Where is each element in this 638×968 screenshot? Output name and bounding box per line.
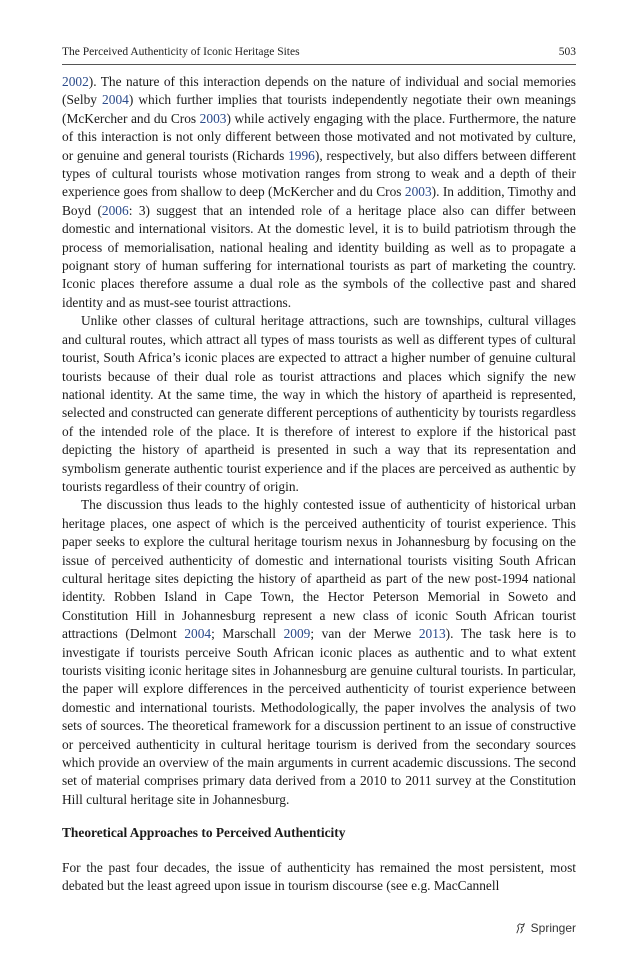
- body-paragraph: [62, 496, 576, 809]
- body-text: [62, 73, 576, 809]
- page-number: 503: [558, 46, 576, 58]
- text-run: ). The nature of this interaction depends on the nature of individual and social memories (Selby: [62, 74, 576, 108]
- text-run: ). In addition, Timothy and Boyd (: [62, 184, 577, 218]
- body-paragraph: [62, 312, 576, 496]
- citation-link[interactable]: 2006: [101, 202, 129, 218]
- text-run: : 3) suggest that an intended role of a heritage place also can differ between domestic and international visitors. At the domestic level, it is to build patriotism through the process of memorialisation, national healing and identity building as well as to propagate a poignant story of human suffering for international tourists as part of marketing the country. Iconic places therefore assume a dual role as the symbols of the collective past and shared identity and as must-see tourist attractions.: [62, 202, 576, 310]
- text-run: ). The task here is to investigate if tourists perceive South African iconic places as authentic and to what extent tourists visiting iconic heritage sites in Johannesburg are genuine cultural tourists. In particular, the paper will explore differences in the perceived authenticity of tourist experience between domestic and international tourists. Methodologically, the paper involves the analysis of two sets of sources. The theoretical framework for a discussion pertinent to an issue of constructive or perceived authenticity in cultural heritage tourism is derived from the secondary sources which provide an overview of the main arguments in current academic discussions. The second set of material comprises primary data derived from a 2010 to 2011 survey at the Constitution Hill cultural heritage site in Johannesburg.: [62, 626, 577, 807]
- citation-link[interactable]: 2003: [404, 184, 432, 200]
- citation-link[interactable]: 2004: [184, 626, 212, 642]
- publisher-name: Springer: [530, 921, 576, 935]
- header-rule: [62, 64, 576, 65]
- text-run: ) while actively engaging with the place. Furthermore, the nature of this interaction is not only different between those motivated and not motivated by culture, or genuine and general tourists (Richards: [62, 110, 576, 163]
- citation-link[interactable]: 2013: [418, 626, 446, 642]
- text-run: ), respectively, but also differs between different types of cultural tourists whose motivation ranges from strong to weak and a depth of their experience goes from shallow to deep (McKercher and du Cros: [62, 147, 576, 200]
- citation-link[interactable]: 2003: [199, 110, 227, 126]
- body-paragraph: [62, 73, 576, 312]
- running-title: The Perceived Authenticity of Iconic Heritage Sites: [62, 46, 300, 58]
- text-run: ; Marschall: [211, 626, 284, 642]
- text-run: ; van der Merwe: [310, 626, 419, 642]
- section-heading: Theoretical Approaches to Perceived Authenticity: [62, 825, 346, 840]
- text-run: ) which further implies that tourists independently negotiate their own meanings (McKercher and du Cros: [62, 92, 577, 126]
- citation-link[interactable]: 1996: [288, 147, 315, 163]
- text-run: Unlike other classes of cultural heritage attractions, such are townships, cultural villages and cultural routes, which attract all types of mass tourists as well as different types of cultural tourist, South Africa’s iconic places are expected to attract a higher number of genuine cultural tourists because of their dual role as tourist attractions and places which signify the new national identity. At the same time, the way in which the history of apartheid is represented, selected and constructed can generate different perceptions of authenticity by tourists regardless of the intended role of the place. It is therefore of interest to explore if the historical past depicting the history of apartheid is presented in such a way that its representation and symbolism generate authentic tourist experience and if the places are perceived as authentic by tourists regardless of their country of origin.: [62, 313, 576, 494]
- citation-link[interactable]: 2009: [283, 626, 311, 642]
- citation-link[interactable]: 2002: [62, 74, 89, 89]
- section-first-paragraph: For the past four decades, the issue of authenticity has remained the most persistent, most debated but the least agreed upon issue in tourism discourse (see e.g. MacCannell: [62, 860, 576, 894]
- publisher-footer: [514, 921, 576, 935]
- citation-link[interactable]: 2004: [102, 92, 129, 108]
- text-run: The discussion thus leads to the highly contested issue of authenticity of historical urban heritage places, one aspect of which is the perceived authenticity of tourist experience. This paper seeks to explore the cultural heritage tourism nexus in Johannesburg by focusing on the issue of perceived authenticity of domestic and international tourists visiting South African cultural heritage sites depicting the history of apartheid as part of the new post-1994 national identity. Robben Island in Cape Town, the Hector Peterson Memorial in Soweto and Constitution Hill in Johannesburg represent a new class of iconic South African tourist attractions (Delmont: [62, 497, 576, 642]
- running-header: [62, 46, 576, 62]
- springer-horse-icon: [514, 922, 527, 935]
